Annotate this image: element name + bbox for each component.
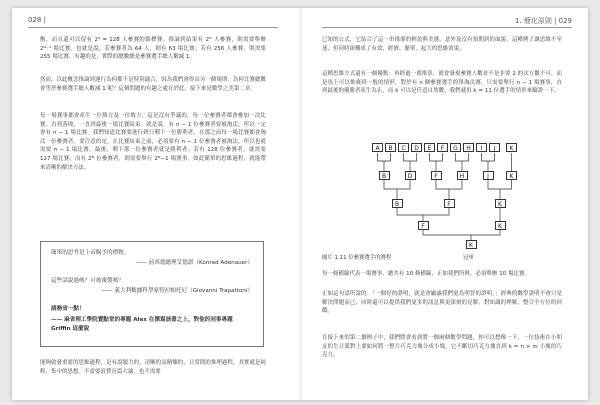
- bracket-r1-F: F: [431, 171, 442, 180]
- bracket-leaf-J: J: [489, 143, 500, 152]
- bracket-r1-K: K: [506, 171, 517, 180]
- right-paragraph-3: 每一條横線代表一場賽事，總共有 10 條横線，正如我們所料，必須舉辦 10 場比賽。: [322, 271, 531, 277]
- bracket-r3-F: F: [418, 221, 429, 230]
- left-paragraph-2: 然而，以此概念推論到運行為何都不是特別適合，因為我們會得出另一個規則：為何比賽總數會等於參賽選手總人數減 1 呢？這個問題的有趣之處在於此，接下來是數學之美第二章。: [40, 77, 266, 92]
- quote-box: [40, 241, 264, 347]
- quote-3-text: 請務省一點！: [51, 306, 85, 312]
- bracket-leaf-A: A: [372, 143, 383, 152]
- book-spread: [12, 8, 588, 400]
- bracket-r1-B: B: [379, 171, 390, 180]
- bracket-r2-F: F: [444, 199, 455, 208]
- bracket-leaf-C: C: [398, 143, 409, 152]
- left-paragraph-1: 衡，而且還可以促有 2⁸ = 128 人參賽的錦標賽。推論到結果有 2ᴺ 人參賽，則需要舉辦 2ᴺ⁻¹ 場比賽，也就是說，若參賽者為 64 人，則有 63 場比賽；若有 256 人參賽，則需要 255 場比賽，有趣的是，實際的總數總是參賽選手總人數減 1。: [40, 37, 266, 61]
- bracket-lines: [372, 143, 517, 251]
- bracket-r1-H: H: [457, 171, 468, 180]
- bracket-r2-K: K: [495, 199, 506, 208]
- bracket-leaf-H: H: [463, 143, 474, 152]
- bracket-leaf-I: I: [476, 143, 487, 152]
- quote-2-author: —— 義大利數據科學家特拉帕托尼（Giovanni Trapattoni）: [101, 288, 253, 294]
- quote-3-author: —— 麻省理工學院賣點堂的專題 Alex 在撰寫該書之上，對他的同事專題 Griffin 這麼說: [51, 317, 233, 332]
- bracket-figure: [372, 143, 517, 251]
- quote-2-text: 這些話說過嗎？可被複製嗎？: [51, 278, 124, 284]
- left-page-header: 028 |: [28, 16, 46, 24]
- left-header-rule: [28, 27, 278, 28]
- left-paragraph-3: 每一場賽事都會產生一位勝方及一位敗方，這是沒有爭議的。每一位參賽者都會參加一次比賽，直到落敗，一直到最後一場比賽結束。就是說，有 n − 1 位參賽者要被淘汰，所以一定會有 n − 1 場比賽。我們知道比賽要進行到只剩下一位勝利者，在那之前每一場比賽都會淘汰一位參賽者。要注意的是，在比賽結束之前，必須要有 n − 1 位參賽者被淘汰，所以也就需要 n − 1 場比賽。最後，剩下那一位參賽者就是勝利者；若有 128 位參賽者，就需要 127 場比賽；而有 2ᴺ 位參賽者，則需要舉行 2ᴺ−1 場賽事。如此簡單的思維過程，就能帶來清晰的解決方法。: [40, 113, 266, 171]
- right-paragraph-2: 這種思維方式還有一個優點：再經過一番推算，就會發現參賽人數並不是非要 2 的次方數不可，而是馬上可以推廣到一般的情形，對於有 n 個參賽選手的單淘汰賽，只需要舉行 n − 1 場賽事，直到最後的優勝者產生為止，而 k 可以是任意自然數，我們就用 k = 11 位選手的情形來驗證一下。: [322, 71, 562, 95]
- right-paragraph-5: 在接下來的第二個例子中，我們將會看到將一個兩個數學問題，你可以想像一下，一位技術在小朋友的生日派對上要如何將一整片巧克力塊分成小塊，它不斷切巧克力塊直到 k = n × m 小塊的巧克力。: [322, 335, 562, 359]
- bracket-r3-K: K: [495, 221, 506, 230]
- right-page-header: 1. 簡化原則 | 029: [514, 17, 572, 25]
- champion-label: 冠軍: [463, 255, 474, 261]
- right-paragraph-1: 已知的公式，它結合了這一串推導的輕盈與美感，意外及沒有預期到的面貌，這種例子讓思維不至迷，但同時卻構成了有效、經濟、簡單，起大的思維效果。: [322, 37, 562, 52]
- bracket-leaf-B: B: [385, 143, 396, 152]
- book-gutter: [299, 8, 302, 400]
- bracket-leaf-K: K: [506, 143, 517, 152]
- bracket-leaf-F: F: [437, 143, 448, 152]
- figure-caption: 圖片 1.11 位參賽選手的賽程: [322, 255, 392, 261]
- bracket-leaf-D: D: [411, 143, 422, 152]
- quote-1-author: —— 前西德總理艾德諾（Konrad Adenauer）: [135, 260, 253, 266]
- bracket-r1-D: D: [405, 171, 416, 180]
- right-paragraph-4: 正如這句話所說的：「一個好的證明，就是會顯露我們更為明智的證明。」經典的數學證明不會只是解決問題而已，同時還可以提供我們更多的訊息與更深刻的見解，對知識的理解，整合全方位的回饋。: [322, 291, 562, 315]
- bracket-champion: K: [466, 240, 477, 249]
- quote-1-text: 簡單的思考是上帝賜予的禮物。: [51, 250, 130, 256]
- bracket-leaf-E: E: [424, 143, 435, 152]
- right-header-rule: [322, 27, 572, 28]
- right-page: [312, 8, 582, 400]
- left-bottom-paragraph: 能夠啟發重要的思維過程，是有說服力的，清晰的及精煉的，日常間的推理過程，其實就是純粹、集中的思想。不需要浪費長篇大論，也不需要: [40, 360, 266, 375]
- bracket-r1-J: J: [483, 171, 494, 180]
- bracket-r2-B: B: [392, 199, 403, 208]
- bracket-leaf-G: G: [450, 143, 461, 152]
- left-page: [18, 8, 288, 400]
